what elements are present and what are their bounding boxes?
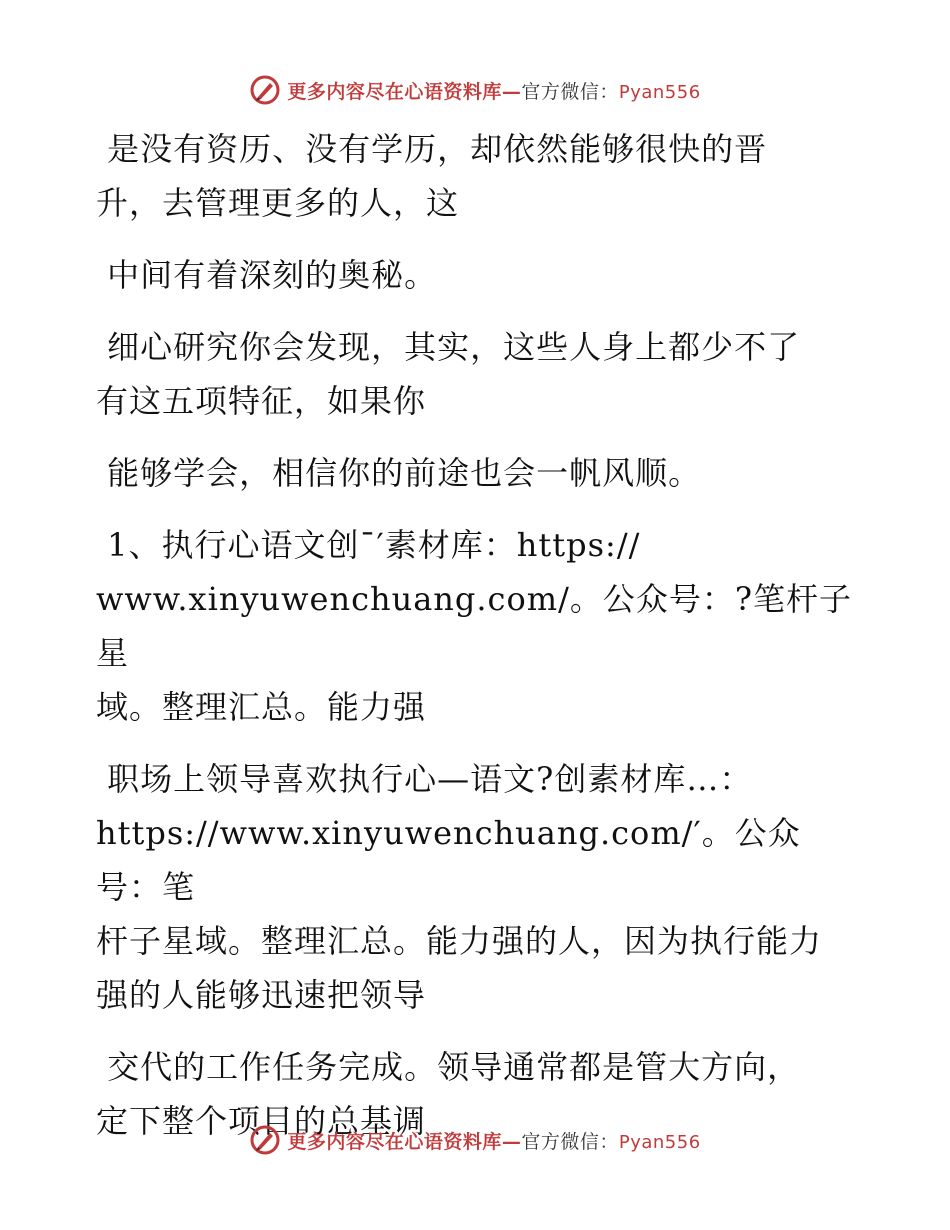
paragraph [96,320,866,428]
text-line: 是没有资历、没有学历，却依然能够很快的晋 [96,130,768,168]
text-line: www.xinyuwenchuang.com/。公众号：?笔杆子星 [96,580,853,672]
text-line: 升，去管理更多的人，这 [96,184,460,222]
text-line: 能够学会，相信你的前途也会一帆风顺。 [96,454,702,492]
text-line: 有这五项特征，如果你 [96,382,427,420]
banner-wechat-label: 官方微信： [521,1130,619,1153]
text-line: 职场上领导喜欢执行心—语文?创素材库…： [96,760,753,798]
text-line: 强的人能够迅速把领导 [96,976,427,1014]
banner-text [287,77,700,104]
banner-site-name: 更多内容尽在心语资料库 [287,1130,502,1153]
footer-banner [0,1120,950,1160]
paragraph [96,446,866,500]
pen-logo-icon [249,74,281,106]
paragraph [96,248,866,302]
banner-text [287,1127,700,1154]
paragraph [96,518,866,734]
text-line: 杆子星域。整理汇总。能力强的人，因为执行能力 [96,922,823,960]
banner-dash: — [501,80,522,103]
text-line: 域。整理汇总。能力强 [96,688,427,726]
document-body [96,122,866,1166]
banner-wechat-id: Pyan556 [618,1131,701,1153]
banner-wechat-label: 官方微信： [521,80,619,103]
text-line: 交代的工作任务完成。领导通常都是管大方向， [96,1048,801,1086]
header-banner [0,70,950,110]
text-line: 细心研究你会发现，其实，这些人身上都少不了 [96,328,801,366]
banner-site-name: 更多内容尽在心语资料库 [287,80,502,103]
banner-dash: — [501,1130,522,1153]
banner-wechat-id: Pyan556 [618,81,701,103]
pen-logo-icon [249,1124,281,1156]
paragraph [96,752,866,1022]
text-line: 定下整个项目的总基调 [96,1102,427,1140]
text-line: https://www.xinyuwenchuang.com/′。公众号：笔 [96,814,801,906]
text-line: 1、执行心语文创¯′素材库：https:// [96,526,641,564]
paragraph [96,122,866,230]
text-line: 中间有着深刻的奥秘。 [96,256,438,294]
